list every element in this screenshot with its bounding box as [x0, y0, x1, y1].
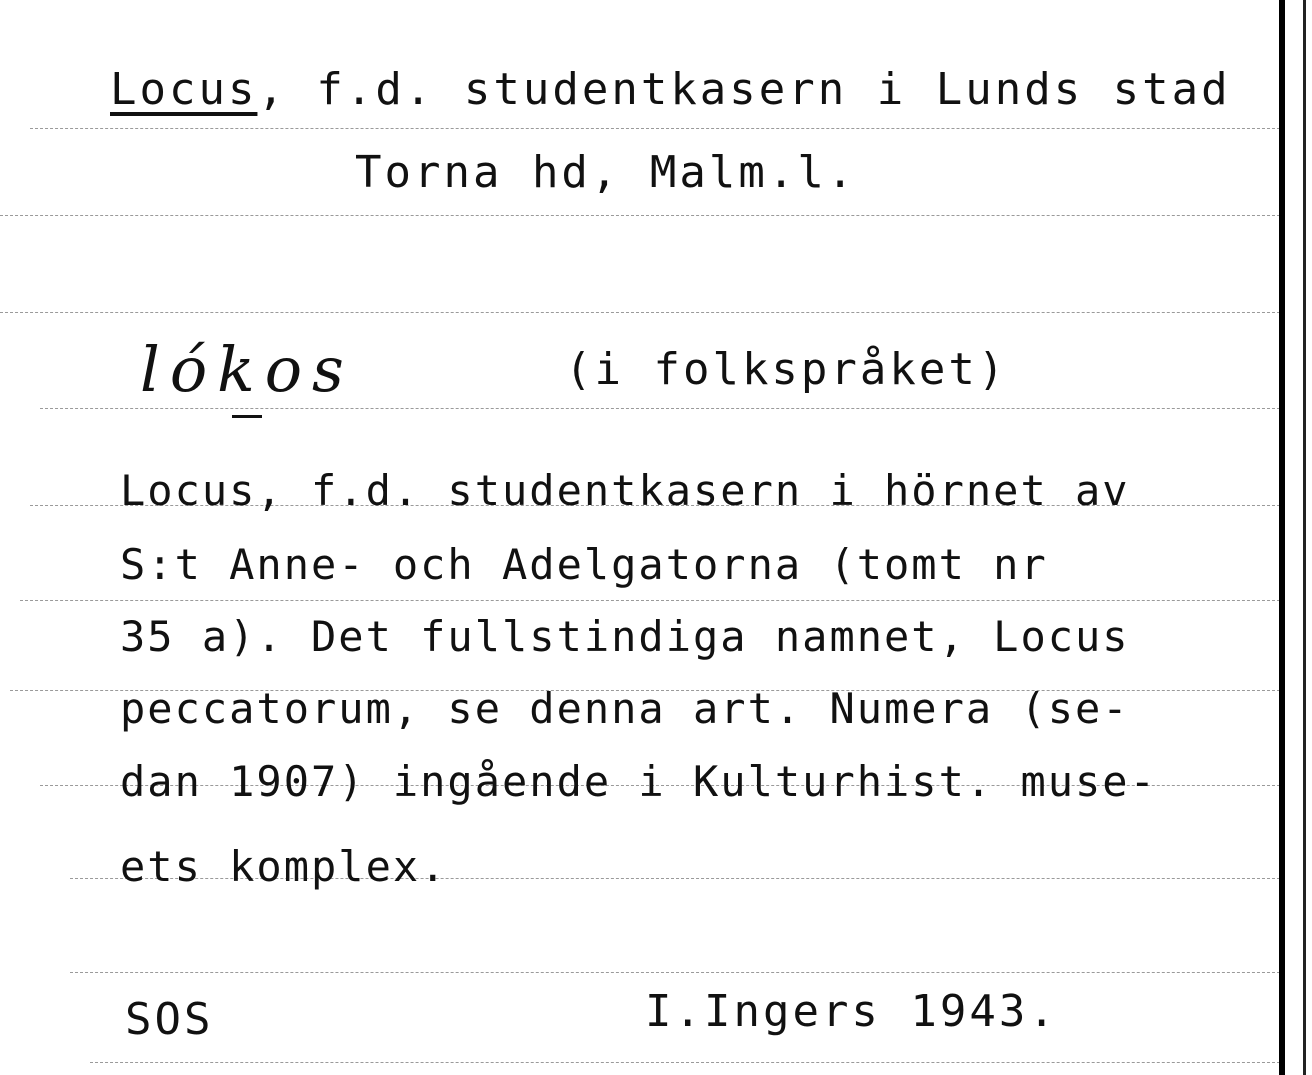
footer-code: SOS: [125, 994, 214, 1045]
body-line-2: S:t Anne- och Adelgatorna (tomt nr: [120, 540, 1048, 589]
rule-line: [0, 312, 1280, 313]
rule-line: [70, 972, 1280, 973]
footer-author-year: I.Ingers 1943.: [645, 986, 1058, 1037]
dialect-pronunciation: lókos: [140, 333, 354, 406]
rule-line: [0, 215, 1280, 216]
headword-description: , f.d. studentkasern i Lunds stad: [257, 64, 1231, 115]
body-line-4: peccatorum, se denna art. Numera (se-: [120, 684, 1130, 733]
rule-line: [90, 1062, 1280, 1063]
rule-line: [20, 600, 1280, 601]
body-line-1: Locus, f.d. studentkasern i hörnet av: [120, 466, 1130, 515]
dialect-note: (i folkspråket): [565, 344, 1008, 395]
card-heading: [110, 65, 1231, 115]
location-line: Torna hd, Malm.l.: [355, 147, 857, 198]
body-line-6: ets komplex.: [120, 842, 448, 891]
body-line-5: dan 1907) ingående i Kulturhist. muse-: [120, 757, 1157, 806]
headword: Locus: [110, 64, 258, 115]
card-edge-line: [1279, 0, 1285, 1075]
card-edge-line-outer: [1303, 0, 1306, 1075]
rule-line: [30, 128, 1280, 129]
pronunciation-mark: [232, 415, 262, 418]
body-line-3: 35 a). Det fullstindiga namnet, Locus: [120, 612, 1130, 661]
